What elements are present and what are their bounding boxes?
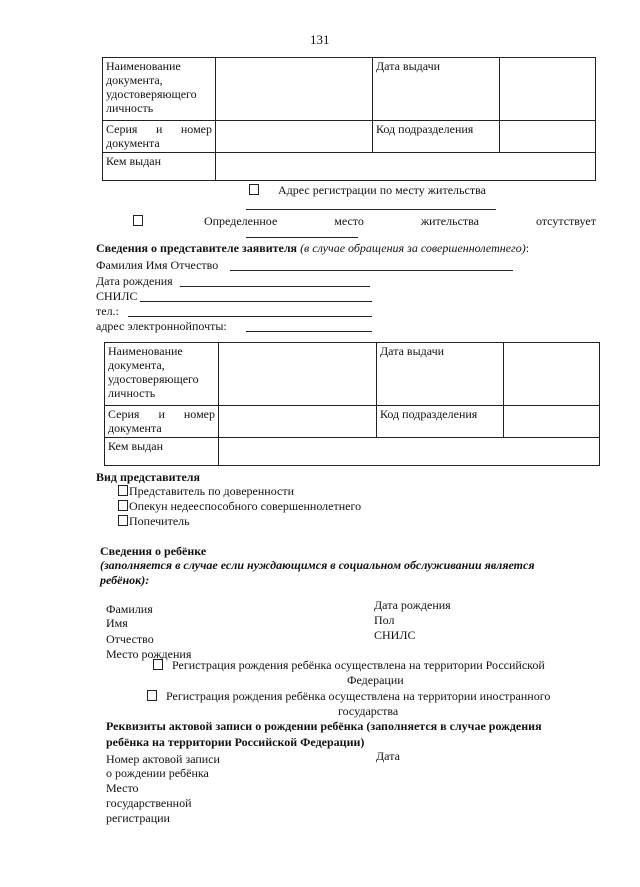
child-sex-label: Пол (374, 613, 395, 627)
child-note-line: ребёнок): (100, 573, 150, 587)
series-label-word: Серия (106, 122, 138, 136)
series-label-line: документа (106, 136, 160, 150)
issue-date-value-cell[interactable] (500, 58, 596, 121)
child-heading: Сведения о ребёнке (100, 544, 207, 558)
checkbox[interactable] (153, 659, 163, 670)
rep-type-option[interactable] (118, 499, 361, 514)
id-document-table (102, 57, 596, 181)
address-registration-option[interactable] (249, 183, 486, 198)
rep-type-option-label: Попечитель (129, 514, 190, 528)
act-record-heading-line: Реквизиты актовой записи о рождении ребёнка (заполняется в случае рождения (106, 719, 542, 733)
id-doc-label-line: документа, (108, 358, 165, 372)
checkbox[interactable] (133, 215, 143, 226)
issue-date-label: Дата выдачи (380, 344, 445, 358)
rep-phone-label: тел.: (96, 304, 119, 318)
checkbox[interactable] (118, 500, 128, 511)
series-label-cell (103, 121, 216, 153)
address-registration-label: Адрес регистрации по месту жительства (278, 183, 486, 197)
series-label-line: документа (108, 421, 162, 435)
series-label-cell (105, 406, 219, 438)
id-doc-label-line: удостоверяющего (108, 372, 199, 386)
checkbox[interactable] (118, 485, 128, 496)
underline (246, 237, 358, 238)
no-residence-word: отсутствует (535, 214, 596, 228)
issued-by-label-cell (103, 153, 216, 181)
rep-phone-field[interactable] (128, 316, 372, 317)
representative-heading-note: (в случае обращения за совершеннолетнего) (300, 241, 526, 255)
birth-reg-foreign-label: Регистрация рождения ребёнка осуществлена на территории иностранного (166, 689, 551, 703)
division-code-label: Код подразделения (376, 122, 474, 136)
id-doc-label-line: документа, (106, 73, 163, 87)
child-patronymic-label: Отчество (106, 632, 154, 646)
issue-date-value-cell[interactable] (504, 343, 600, 406)
id-doc-label-line: личность (108, 386, 156, 400)
issued-by-label-cell (105, 438, 219, 466)
rep-email-label: адрес электроннойпочты: (96, 319, 227, 333)
no-residence-word: Определенное (203, 214, 278, 228)
issue-date-label-cell (373, 58, 500, 121)
series-label-word: и (155, 122, 163, 136)
no-residence-option[interactable] (133, 214, 596, 229)
rep-type-option-label: Представитель по доверенности (129, 484, 295, 498)
id-doc-value-cell[interactable] (216, 58, 373, 121)
child-note-line: (заполняется в случае если нуждающимся в социальном обслуживании является (100, 558, 535, 572)
series-label-word: номер (180, 122, 212, 136)
birth-reg-rf-label-2: Федерации (347, 673, 404, 687)
birth-reg-foreign-option[interactable] (147, 689, 550, 704)
id-doc-label-line: Наименование (106, 59, 181, 73)
rep-snils-field[interactable] (140, 301, 372, 302)
issue-date-label: Дата выдачи (376, 59, 441, 73)
id-doc-label-cell (105, 343, 219, 406)
issued-by-label: Кем выдан (108, 439, 164, 453)
series-value-cell[interactable] (216, 121, 373, 153)
issued-by-label: Кем выдан (106, 154, 162, 168)
rep-birth-date-field[interactable] (180, 286, 370, 287)
id-doc-label-cell (103, 58, 216, 121)
checkbox-wrap (133, 214, 147, 229)
division-code-value-cell[interactable] (500, 121, 596, 153)
rep-birth-date-label: Дата рождения (96, 274, 173, 288)
issued-by-value-cell[interactable] (216, 153, 596, 181)
page-number: 131 (310, 32, 330, 47)
birth-reg-rf-label: Регистрация рождения ребёнка осуществлена на территории Российской (172, 658, 545, 672)
rep-snils-label: СНИЛС (96, 289, 138, 303)
rep-type-option[interactable] (118, 484, 294, 499)
division-code-label-cell (377, 406, 504, 438)
representative-heading (96, 241, 529, 256)
rep-fio-label: Фамилия Имя Отчество (96, 258, 219, 272)
act-place-label-3: регистрации (106, 811, 170, 825)
series-label-word: номер (183, 407, 215, 421)
issued-by-value-cell[interactable] (219, 438, 600, 466)
id-doc-label-line: личность (106, 101, 154, 115)
checkbox[interactable] (249, 184, 259, 195)
act-number-label-2: о рождении ребёнка (106, 766, 209, 780)
child-name-label: Имя (106, 616, 128, 630)
underline (246, 209, 496, 210)
no-residence-word: место (334, 214, 364, 228)
division-code-label: Код подразделения (380, 407, 478, 421)
act-date-label: Дата (376, 749, 400, 763)
rep-fio-field[interactable] (230, 270, 513, 271)
no-residence-word: жительства (420, 214, 479, 228)
checkbox[interactable] (147, 690, 157, 701)
rep-type-heading: Вид представителя (96, 470, 201, 484)
id-doc-value-cell[interactable] (219, 343, 377, 406)
birth-reg-foreign-label-2: государства (338, 704, 399, 718)
rep-email-field[interactable] (246, 331, 372, 332)
representative-heading-colon: : (525, 241, 530, 255)
act-number-label: Номер актовой записи (106, 752, 220, 766)
series-label-word: и (158, 407, 165, 421)
rep-type-option[interactable] (118, 514, 190, 529)
issue-date-label-cell (377, 343, 504, 406)
birth-reg-rf-option[interactable] (153, 658, 545, 673)
child-birth-place-label: Место рождения (106, 647, 192, 661)
division-code-value-cell[interactable] (504, 406, 600, 438)
act-record-heading-line: ребёнка на территории Российской Федерации) (106, 735, 365, 749)
series-value-cell[interactable] (219, 406, 377, 438)
rep-id-document-table (104, 342, 600, 466)
act-place-label-2: государственной (106, 796, 192, 810)
id-doc-label-line: удостоверяющего (106, 87, 197, 101)
child-snils-label: СНИЛС (374, 628, 416, 642)
representative-heading-title: Сведения о представителе заявителя (96, 241, 298, 255)
series-label-word: Серия (108, 407, 140, 421)
checkbox[interactable] (118, 515, 128, 526)
act-place-label: Место (106, 781, 139, 795)
division-code-label-cell (373, 121, 500, 153)
id-doc-label-line: Наименование (108, 344, 183, 358)
child-birth-date-label: Дата рождения (374, 598, 451, 612)
child-surname-label: Фамилия (106, 602, 153, 616)
rep-type-option-label: Опекун недееспособного совершеннолетнего (129, 499, 362, 513)
